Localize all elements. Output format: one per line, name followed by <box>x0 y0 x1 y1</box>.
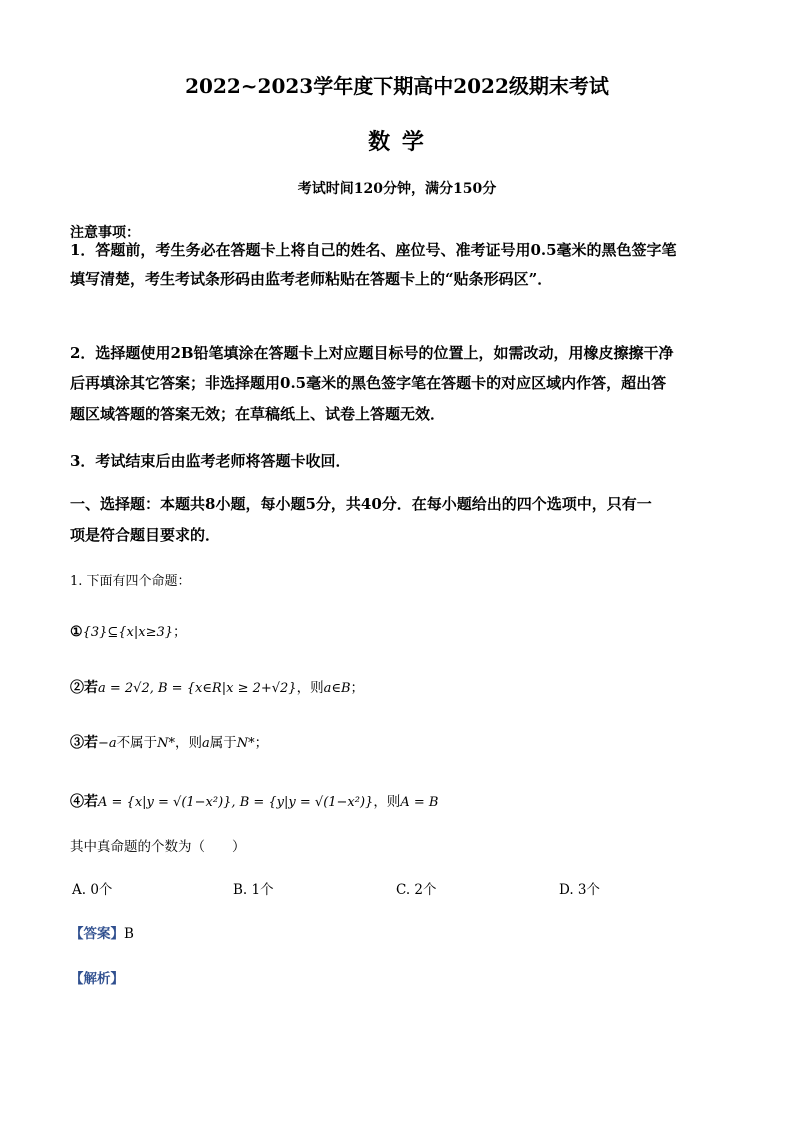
proposition-2-math: a = 2√2, B = {x∈R|x ≥ 2+√2} <box>98 681 297 696</box>
proposition-1-marker: ① <box>70 624 83 640</box>
note-2-line-1: 2．选择题使用2B铅笔填涂在答题卡上对应题目标号的位置上，如需改动，用橡皮擦擦干净 <box>70 344 674 362</box>
proposition-4-math: A = {x|y = √(1−x²)}, B = {y|y = √(1−x²)} <box>98 795 374 810</box>
proposition-3-tail: ； <box>254 735 269 751</box>
exam-title: 2022~2023学年度下期高中2022级期末考试 <box>185 74 609 98</box>
proposition-3-text-1: 不属于 <box>116 735 158 751</box>
proposition-2-marker: ②若 <box>70 680 98 696</box>
subject-title: 数 学 <box>368 129 426 155</box>
proposition-4-marker: ④若 <box>70 794 98 810</box>
proposition-4 <box>70 790 438 811</box>
proposition-3 <box>70 731 268 752</box>
section-1-line-2: 项是符合题目要求的． <box>70 526 221 544</box>
option-a: A. 0个 <box>72 882 113 898</box>
proposition-1-math: {3}⊆{x|x≥3} <box>82 625 174 640</box>
answer-line <box>70 922 134 942</box>
note-2-line-2: 后再填涂其它答案；非选择题用0.5毫米的黑色签字笔在答题卡的对应区域内作答，超出答 <box>70 374 667 392</box>
answer-value: B <box>124 926 134 942</box>
proposition-3-math-4: N* <box>236 736 255 751</box>
proposition-2 <box>70 676 364 697</box>
option-b: B. 1个 <box>233 882 274 898</box>
note-2-line-3: 题区域答题的答案无效；在草稿纸上、试卷上答题无效． <box>70 405 446 423</box>
note-1-line-1: 1．答题前，考生务必在答题卡上将自己的姓名、座位号、准考证号用0.5毫米的黑色签字笔 <box>70 241 677 259</box>
analysis-line <box>70 967 124 987</box>
question-1-prompt: 其中真命题的个数为（ ） <box>70 839 246 855</box>
proposition-1-tail: ； <box>173 624 187 640</box>
proposition-4-math-2: A = B <box>400 795 439 810</box>
proposition-2-mid: ，则 <box>296 680 324 696</box>
question-1-stem: 1. 下面有四个命题： <box>70 574 191 589</box>
option-d: D. 3个 <box>559 882 601 898</box>
proposition-3-text-2: ，则 <box>175 735 203 751</box>
proposition-1 <box>70 620 187 640</box>
section-1-line-1: 一、选择题：本题共8小题，每小题5分，共40分．在每小题给出的四个选项中，只有一 <box>70 495 652 513</box>
proposition-3-math-2: N* <box>157 736 176 751</box>
proposition-3-text-3: 属于 <box>209 735 237 751</box>
analysis-tag: 【解析】 <box>70 971 124 987</box>
answer-tag: 【答案】 <box>70 926 124 942</box>
note-1-line-2: 填写清楚，考生考试条形码由监考老师粘贴在答题卡上的“贴条形码区”． <box>70 270 553 288</box>
proposition-3-marker: ③若 <box>70 735 98 751</box>
proposition-2-tail: ； <box>350 680 365 696</box>
exam-time-info: 考试时间120分钟，满分150分 <box>297 181 497 197</box>
proposition-2-math-2: a∈B <box>323 681 351 696</box>
proposition-3-math-3: a <box>202 736 210 751</box>
proposition-4-mid: ，则 <box>373 794 401 810</box>
notes-heading: 注意事项： <box>70 225 140 241</box>
option-c: C. 2个 <box>396 882 437 898</box>
note-3: 3．考试结束后由监考老师将答题卡收回． <box>70 452 351 470</box>
proposition-3-math-1: −a <box>98 736 117 751</box>
